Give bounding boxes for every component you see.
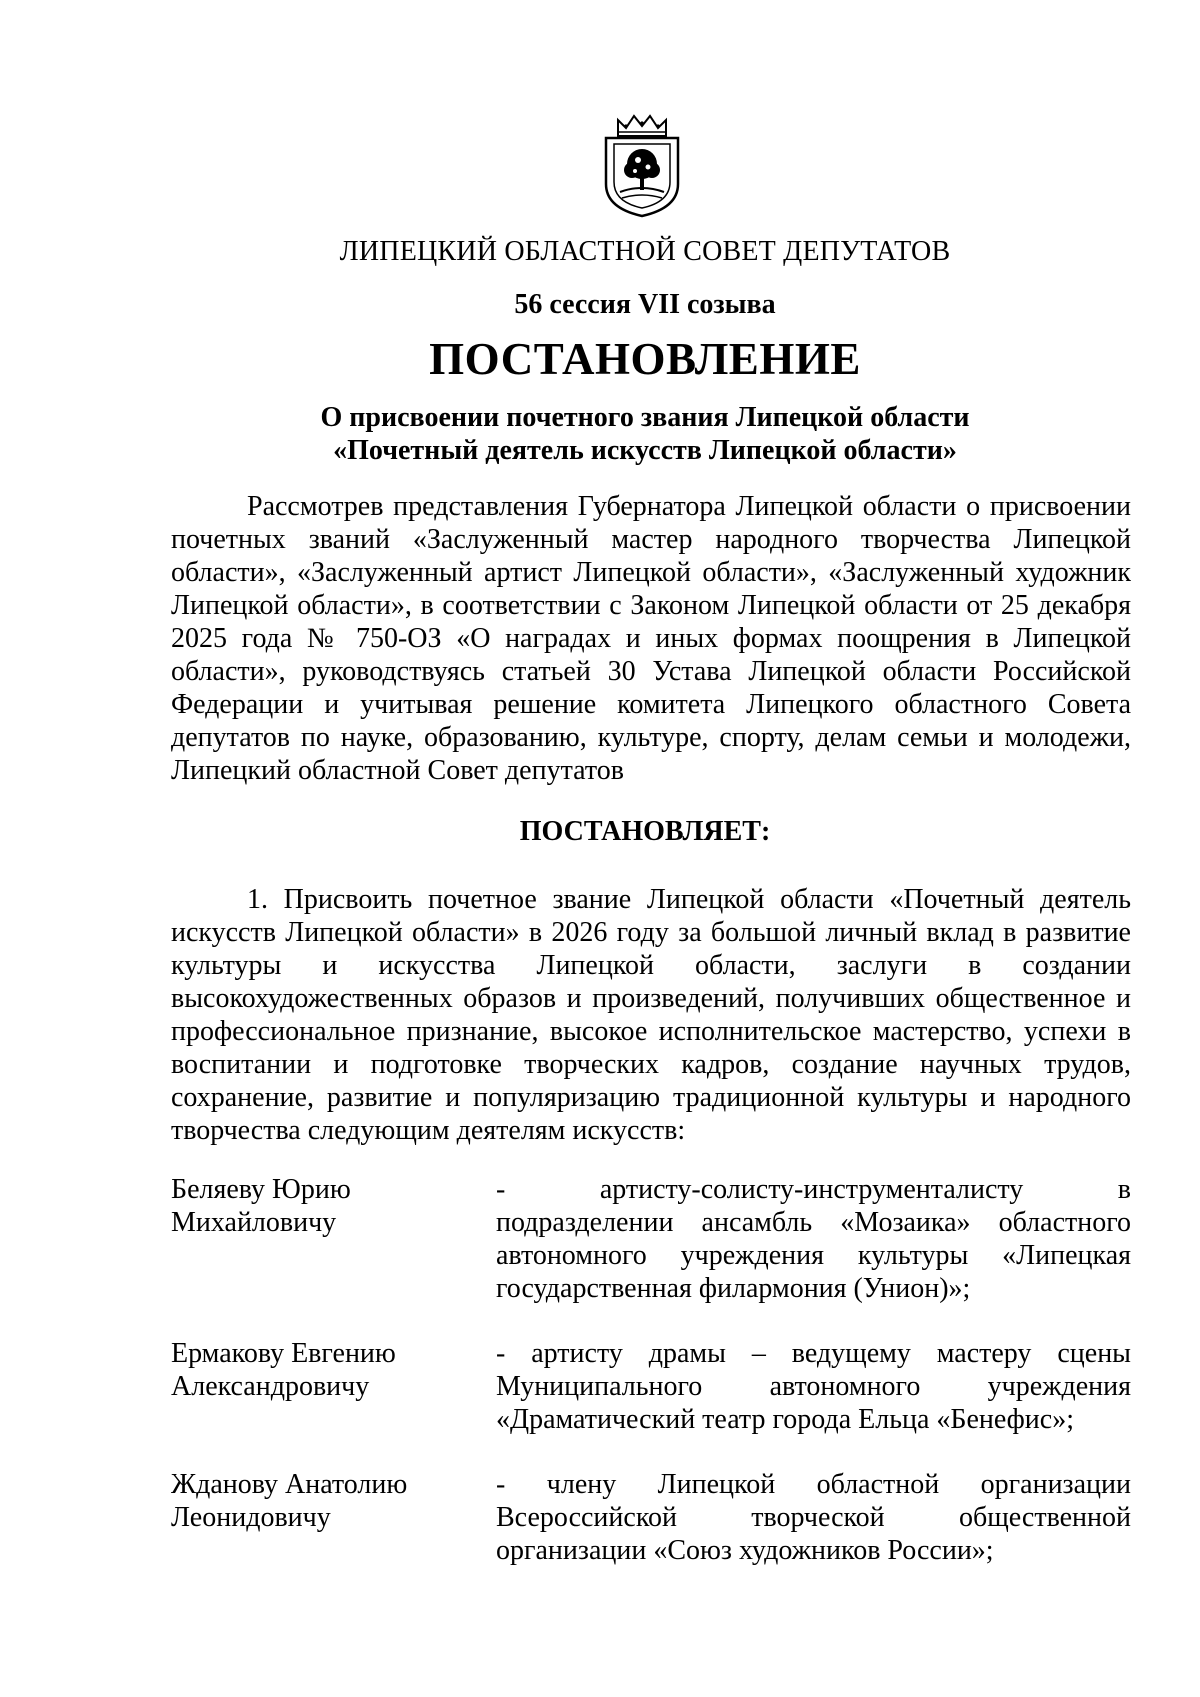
awardee-surname-firstname: Ермакову Евгению bbox=[171, 1338, 396, 1369]
awardee-patronymic: Леонидовичу bbox=[171, 1502, 331, 1533]
awardee-surname-firstname: Беляеву Юрию bbox=[171, 1174, 351, 1205]
awardees-list bbox=[171, 1173, 1131, 1599]
subject-line-2: «Почетный деятель искусств Липецкой области» bbox=[333, 435, 957, 466]
awardee-surname-firstname: Жданову Анатолию bbox=[171, 1469, 408, 1500]
subject-line-1: О присвоении почетного звания Липецкой области bbox=[320, 402, 970, 433]
awardee-name bbox=[171, 1468, 496, 1567]
awardee-description: - артисту-солисту-инструменталисту в подразделении ансамбль «Мозаика» областного автономного учреждения культуры «Липецкая государственная филармония (Унион)»; bbox=[496, 1174, 1131, 1304]
awardee-patronymic: Михайловичу bbox=[171, 1207, 337, 1238]
item-1-paragraph: 1. Присвоить почетное звание Липецкой области «Почетный деятель искусств Липецкой области» в 2026 году за большой личный вклад в развитие культуры и искусства Липецкой области, заслуги в создании высокохудожественных образов и произведений, получивших общественное и профессиональное признание, высокое исполнительское мастерство, успехи в воспитании и подготовке творческих кадров, создание научных трудов, сохранение, развитие и популяризацию традиционной культуры и народного творчества следующим деятелям искусств: bbox=[171, 884, 1131, 1146]
awardee-row bbox=[171, 1173, 1131, 1305]
council-name: ЛИПЕЦКИЙ ОБЛАСТНОЙ СОВЕТ ДЕПУТАТОВ bbox=[339, 236, 951, 267]
document-type: ПОСТАНОВЛЕНИЕ bbox=[429, 334, 861, 384]
awardee-row bbox=[171, 1337, 1131, 1436]
awardee-name bbox=[171, 1337, 496, 1436]
awardee-description: - артисту драмы – ведущему мастеру сцены Муниципального автономного учреждения «Драматический театр города Ельца «Бенефис»; bbox=[496, 1338, 1131, 1435]
preamble-paragraph: Рассмотрев представления Губернатора Липецкой области о присвоении почетных званий «Заслуженный мастер народного творчества Липецкой области», «Заслуженный артист Липецкой области», «Заслуженный художник Липецкой области», в соответствии с Законом Липецкой области от 25 декабря 2025 года № 750-ОЗ «О наградах и иных формах поощрения в Липецкой области», руководствуясь статьей 30 Устава Липецкой области Российской Федерации и учитывая решение комитета Липецкого областного Совета депутатов по науке, образованию, культуре, спорту, делам семьи и молодежи, Липецкий областной Совет депутатов bbox=[171, 491, 1131, 786]
awardee-row bbox=[171, 1468, 1131, 1567]
awardee-patronymic: Александровичу bbox=[171, 1371, 370, 1402]
decision-heading: ПОСТАНОВЛЯЕТ: bbox=[519, 816, 771, 847]
document-subject bbox=[0, 401, 1200, 467]
awardee-name bbox=[171, 1173, 496, 1305]
coat-of-arms-icon bbox=[600, 112, 684, 218]
session-title: 56 сессия VII созыва bbox=[514, 289, 776, 320]
awardee-description: - члену Липецкой областной организации Всероссийской творческой общественной организации «Союз художников России»; bbox=[496, 1469, 1131, 1566]
